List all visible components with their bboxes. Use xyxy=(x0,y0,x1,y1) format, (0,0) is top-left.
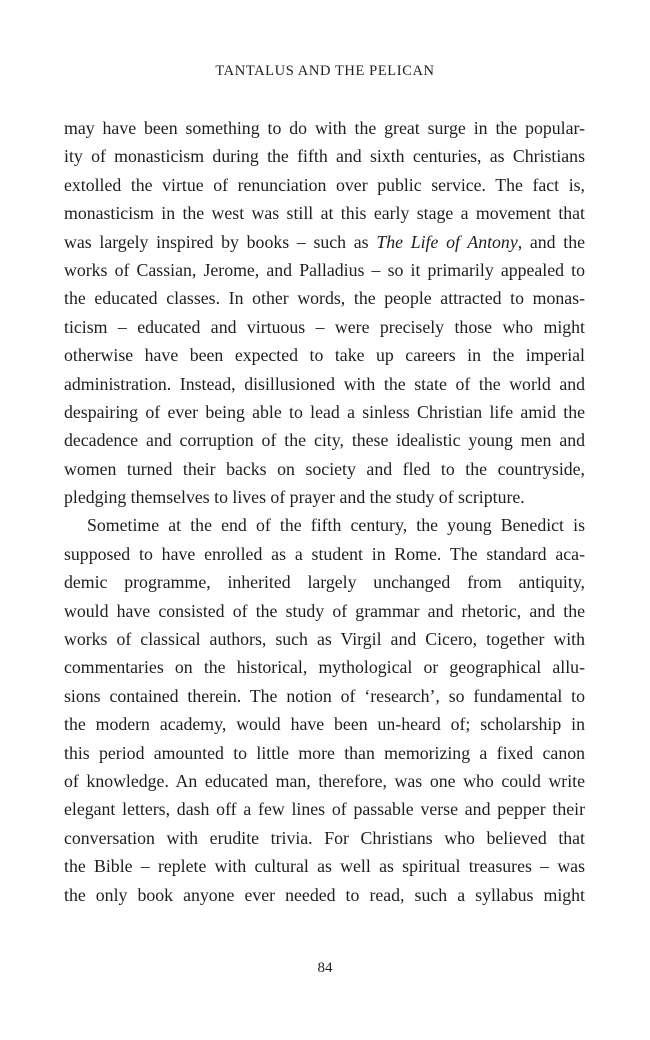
text-line: of knowledge. An educated man, therefore, was one who could write xyxy=(64,770,585,791)
text-segment: was largely inspired by books – such as xyxy=(64,231,377,252)
text-line xyxy=(64,228,585,256)
text-line: despairing of ever being able to lead a sinless Christian life amid the xyxy=(64,401,585,422)
text-line: demic programme, inherited largely unchanged from antiquity, xyxy=(64,572,585,593)
text-line: monasticism in the west was still at this early stage a movement that xyxy=(64,203,585,224)
text-line: women turned their backs on society and fled to the countryside, xyxy=(64,458,585,479)
text-line: this period amounted to little more than memorizing a fixed canon xyxy=(64,742,585,763)
text-line: extolled the virtue of renunciation over public service. The fact is, xyxy=(64,174,585,195)
text-line: ity of monasticism during the fifth and sixth centuries, as Christians xyxy=(64,146,585,167)
page-number: 84 xyxy=(317,960,333,976)
text-line: commentaries on the historical, mythological or geographical allu- xyxy=(64,657,585,678)
paragraph xyxy=(64,114,585,511)
text-line: otherwise have been expected to take up careers in the imperial xyxy=(64,345,585,366)
text-line: Sometime at the end of the fifth century, the young Benedict is xyxy=(87,515,585,536)
text-line: the Bible – replete with cultural as well as spiritual treasures – was xyxy=(64,856,585,877)
text-segment: , and the xyxy=(517,231,586,252)
text-line: decadence and corruption of the city, these idealistic young men and xyxy=(64,430,585,451)
text-line: elegant letters, dash off a few lines of passable verse and pepper their xyxy=(64,799,585,820)
text-line: works of Cassian, Jerome, and Palladius – so it primarily appealed to xyxy=(64,259,585,280)
text-line: the only book anyone ever needed to read, such a syllabus might xyxy=(64,884,585,905)
text-line: sions contained therein. The notion of ‘research’, so fundamental to xyxy=(64,685,585,706)
running-head: TANTALUS AND THE PELICAN xyxy=(215,63,435,79)
text-line: may have been something to do with the great surge in the popular- xyxy=(64,118,585,138)
body-text xyxy=(64,114,585,909)
paragraph xyxy=(64,511,585,908)
text-line: ticism – educated and virtuous – were precisely those who might xyxy=(64,316,585,337)
book-title: The Life of Antony xyxy=(376,231,518,252)
text-line: works of classical authors, such as Virgil and Cicero, together with xyxy=(64,629,585,650)
text-line: conversation with erudite trivia. For Christians who believed that xyxy=(64,827,585,848)
text-line: pledging themselves to lives of prayer and the study of scripture. xyxy=(64,487,525,508)
text-line: the educated classes. In other words, the people attracted to monas- xyxy=(64,288,585,309)
text-line: supposed to have enrolled as a student in Rome. The standard aca- xyxy=(64,543,585,564)
text-line: administration. Instead, disillusioned with the state of the world and xyxy=(64,373,585,394)
text-line: would have consisted of the study of grammar and rhetoric, and the xyxy=(64,600,585,621)
text-line: the modern academy, would have been un-heard of; scholarship in xyxy=(64,714,585,735)
